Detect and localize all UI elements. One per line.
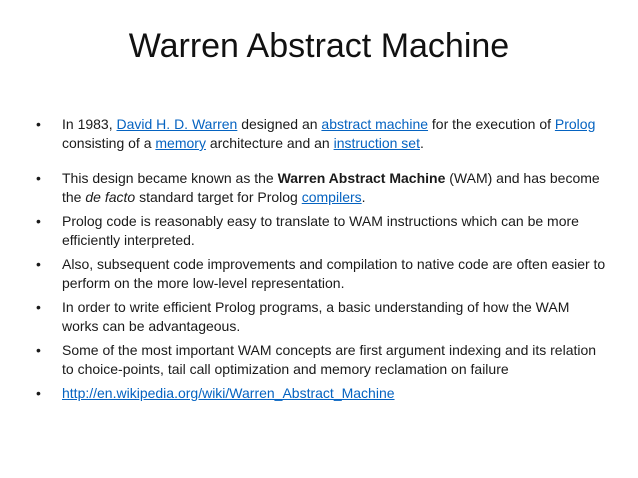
bullet-text: Some of the most important WAM concepts are first argument indexing and its relation to choice-points, tail call optimization and memory reclamation on failure xyxy=(62,342,597,377)
link-memory[interactable]: memory xyxy=(155,135,206,151)
link-instruction-set[interactable]: instruction set xyxy=(333,135,420,151)
bullet-text: Also, subsequent code improvements and compilation to native code are often easier to perform on the more low-level representation. xyxy=(62,256,606,291)
link-compilers[interactable]: compilers xyxy=(301,189,362,205)
bullet-text: . xyxy=(419,135,424,151)
bullet-item-1 xyxy=(36,115,608,153)
bullet-text: architecture and an xyxy=(205,135,334,151)
bullet-text: This design became known as the xyxy=(62,170,278,186)
link-abstract-machine[interactable]: abstract machine xyxy=(321,116,429,132)
bullet-text: (WAM) and has become the xyxy=(62,170,600,205)
bullet-text: In order to write efficient Prolog programs, a basic understanding of how the WAM works can be advantageous. xyxy=(62,299,570,334)
slide-title: Warren Abstract Machine xyxy=(128,27,510,65)
link-wikipedia-wam[interactable]: http://en.wikipedia.org/wiki/Warren_Abstract_Machine xyxy=(62,385,395,401)
bullet-text: consisting of a xyxy=(62,135,156,151)
bullet-marker: • xyxy=(36,256,41,272)
bullet-item-2 xyxy=(36,169,608,207)
bullet-item-4 xyxy=(36,255,608,293)
bullet-text: for the execution of xyxy=(428,116,555,132)
bullet-marker: • xyxy=(36,213,41,229)
bullet-marker: • xyxy=(36,116,41,132)
link-prolog[interactable]: Prolog xyxy=(554,116,596,132)
bullet-text: Prolog code is reasonably easy to translate to WAM instructions which can be more efficiently interpreted. xyxy=(62,213,579,248)
bullet-text: designed an xyxy=(237,116,322,132)
bullet-text: In 1983, xyxy=(62,116,117,132)
bullet-list xyxy=(36,115,608,408)
bullet-marker: • xyxy=(36,385,41,401)
link-david-warren[interactable]: David H. D. Warren xyxy=(116,116,238,132)
bullet-marker: • xyxy=(36,342,41,358)
bullet-text: . xyxy=(361,189,366,205)
bullet-item-6 xyxy=(36,341,608,379)
bullet-item-5 xyxy=(36,298,608,336)
bold-text: Warren Abstract Machine xyxy=(277,170,446,186)
bullet-item-7 xyxy=(36,384,608,403)
bullet-text: standard target for Prolog xyxy=(135,189,302,205)
bullet-marker: • xyxy=(36,170,41,186)
bullet-item-3 xyxy=(36,212,608,250)
bullet-marker: • xyxy=(36,299,41,315)
italic-text: de facto xyxy=(85,189,136,205)
